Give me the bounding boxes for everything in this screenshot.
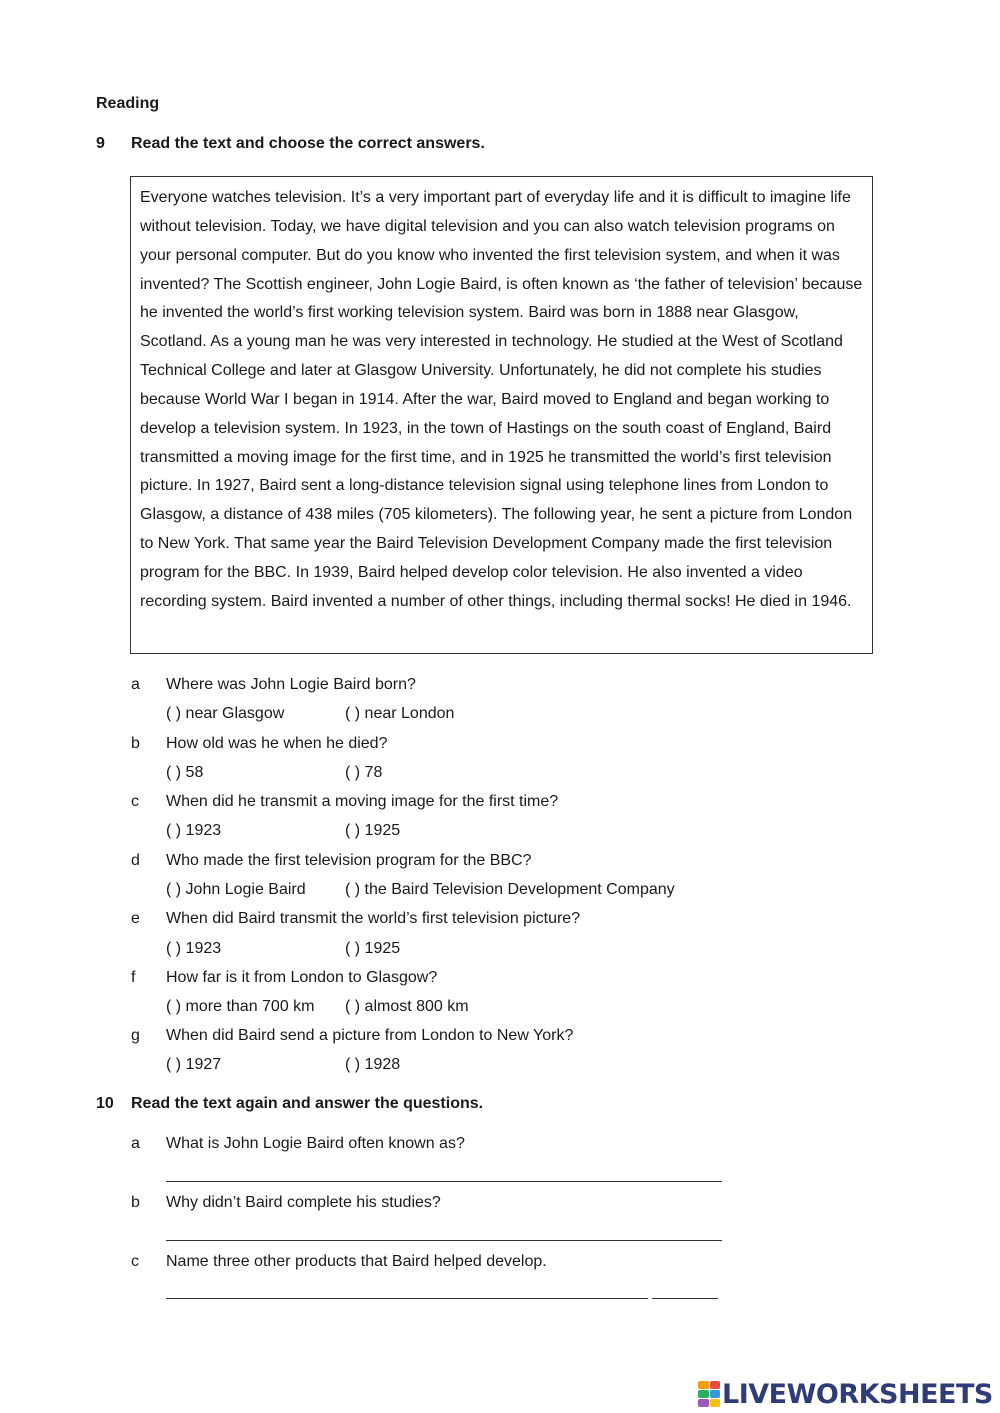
option-2[interactable]: ( ) 1925	[345, 822, 401, 839]
option-2[interactable]: ( ) the Baird Television Development Company	[345, 881, 675, 898]
question-letter: b	[131, 735, 140, 752]
answer-line-10a[interactable]	[166, 1181, 722, 1182]
option-1[interactable]: ( ) 1927	[166, 1056, 222, 1073]
reading-passage-box	[130, 176, 873, 654]
option-2[interactable]: ( ) 1928	[345, 1056, 401, 1073]
question-text: How far is it from London to Glasgow?	[166, 969, 438, 986]
question-letter: a	[131, 1135, 140, 1152]
question-text: When did he transmit a moving image for the first time?	[166, 793, 559, 810]
exercise-9-number: 9	[96, 135, 105, 152]
answer-line-10b[interactable]	[166, 1240, 722, 1241]
option-1[interactable]: ( ) 58	[166, 764, 204, 781]
exercise-9-instruction: Read the text and choose the correct answers.	[131, 135, 485, 152]
question-text: When did Baird send a picture from London to New York?	[166, 1027, 574, 1044]
question-letter: a	[131, 676, 140, 693]
option-1[interactable]: ( ) near Glasgow	[166, 705, 285, 722]
answer-line-10c-2[interactable]	[652, 1298, 718, 1299]
section-title: Reading	[96, 95, 160, 112]
question-text: What is John Logie Baird often known as?	[166, 1135, 465, 1152]
option-2[interactable]: ( ) 78	[345, 764, 383, 781]
option-2[interactable]: ( ) near London	[345, 705, 455, 722]
option-1[interactable]: ( ) 1923	[166, 940, 222, 957]
question-text: When did Baird transmit the world’s first television picture?	[166, 910, 581, 927]
question-letter: c	[131, 793, 139, 810]
question-letter: b	[131, 1194, 140, 1211]
liveworksheets-logo[interactable]	[698, 1378, 993, 1410]
logo-text: LIVEWORKSHEETS	[722, 1378, 993, 1410]
exercise-10-instruction: Read the text again and answer the questions.	[131, 1095, 484, 1112]
option-1[interactable]: ( ) John Logie Baird	[166, 881, 306, 898]
question-letter: c	[131, 1253, 139, 1270]
answer-line-10c-1[interactable]	[166, 1298, 648, 1299]
option-1[interactable]: ( ) more than 700 km	[166, 998, 315, 1015]
option-1[interactable]: ( ) 1923	[166, 822, 222, 839]
option-2[interactable]: ( ) almost 800 km	[345, 998, 469, 1015]
logo-mark-icon	[698, 1381, 720, 1407]
question-letter: e	[131, 910, 140, 927]
option-2[interactable]: ( ) 1925	[345, 940, 401, 957]
question-letter: f	[131, 969, 136, 986]
question-text: Where was John Logie Baird born?	[166, 676, 416, 693]
question-text: How old was he when he died?	[166, 735, 388, 752]
question-letter: d	[131, 852, 140, 869]
question-text: Name three other products that Baird helped develop.	[166, 1253, 547, 1270]
reading-passage: Everyone watches television. It’s a very important part of everyday life and it is difficult to imagine life without television. Today, we have digital television and you can also watch television programs on your personal computer. But do you know who invented the first television system, and when it was invented? The Scottish engineer, John Logie Baird, is often known as ‘the father of television’ because he invented the world’s first working television system. Baird was born in 1888 near Glasgow, Scotland. As a young man he was very interested in technology. He studied at the West of Scotland Technical College and later at Glasgow University. Unfortunately, he did not complete his studies because World War I began in 1914. After the war, Baird moved to England and began working to develop a television system. In 1923, in the town of Hastings on the south coast of England, Baird transmitted a moving image for the first time, and in 1925 he transmitted the world’s first television picture. In 1927, Baird sent a long-distance television signal using telephone lines from London to Glasgow, a distance of 438 miles (705 kilometers). The following year, he sent a picture from London to New York. That same year the Baird Television Development Company made the first television program for the BBC. In 1939, Baird helped develop color television. He also invented a video recording system. Baird invented a number of other things, including thermal socks! He died in 1946.	[140, 189, 863, 610]
question-text: Who made the first television program for the BBC?	[166, 852, 532, 869]
exercise-10-number: 10	[96, 1095, 114, 1112]
question-letter: g	[131, 1027, 140, 1044]
question-text: Why didn’t Baird complete his studies?	[166, 1194, 441, 1211]
